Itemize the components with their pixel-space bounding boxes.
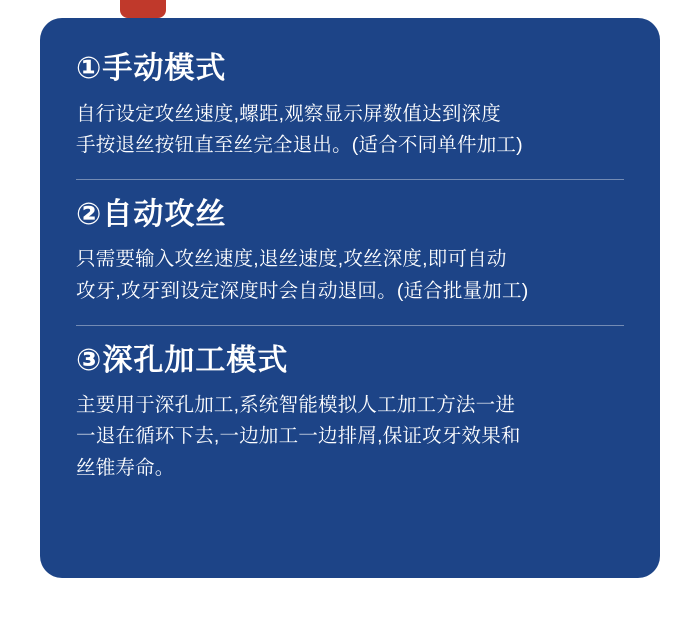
body-line: 只需要输入攻丝速度,退丝速度,攻丝深度,即可自动 bbox=[76, 248, 507, 271]
body-line: 手按退丝按钮直至丝完全退出。(适合不同单件加工) bbox=[76, 133, 523, 156]
section-deep-hole-mode bbox=[76, 325, 624, 490]
body-line: 一退在循环下去,一边加工一边排屑,保证攻牙效果和 bbox=[76, 425, 521, 448]
body-line: 自行设定攻丝速度,螺距,观察显示屏数值达到深度 bbox=[76, 102, 501, 125]
section-body bbox=[76, 99, 624, 161]
section-title-text: 手动模式 bbox=[102, 52, 227, 85]
section-title bbox=[76, 198, 624, 233]
section-body bbox=[76, 244, 624, 306]
section-title bbox=[76, 344, 624, 379]
section-title-text: 深孔加工模式 bbox=[102, 343, 289, 377]
top-accent-shape bbox=[120, 0, 166, 18]
section-body bbox=[76, 390, 624, 484]
section-title-text: 自动攻丝 bbox=[102, 197, 227, 231]
body-line: 丝锥寿命。 bbox=[76, 456, 175, 479]
section-auto-tapping bbox=[76, 179, 624, 313]
section-number: ① bbox=[76, 52, 103, 85]
section-manual-mode bbox=[76, 52, 624, 167]
body-line: 主要用于深孔加工,系统智能模拟人工加工方法一进 bbox=[76, 394, 516, 417]
section-number: ③ bbox=[76, 343, 103, 377]
body-line: 攻牙,攻牙到设定深度时会自动退回。(适合批量加工) bbox=[76, 279, 529, 302]
section-title bbox=[76, 52, 624, 87]
feature-card bbox=[40, 18, 660, 578]
section-number: ② bbox=[76, 197, 103, 231]
